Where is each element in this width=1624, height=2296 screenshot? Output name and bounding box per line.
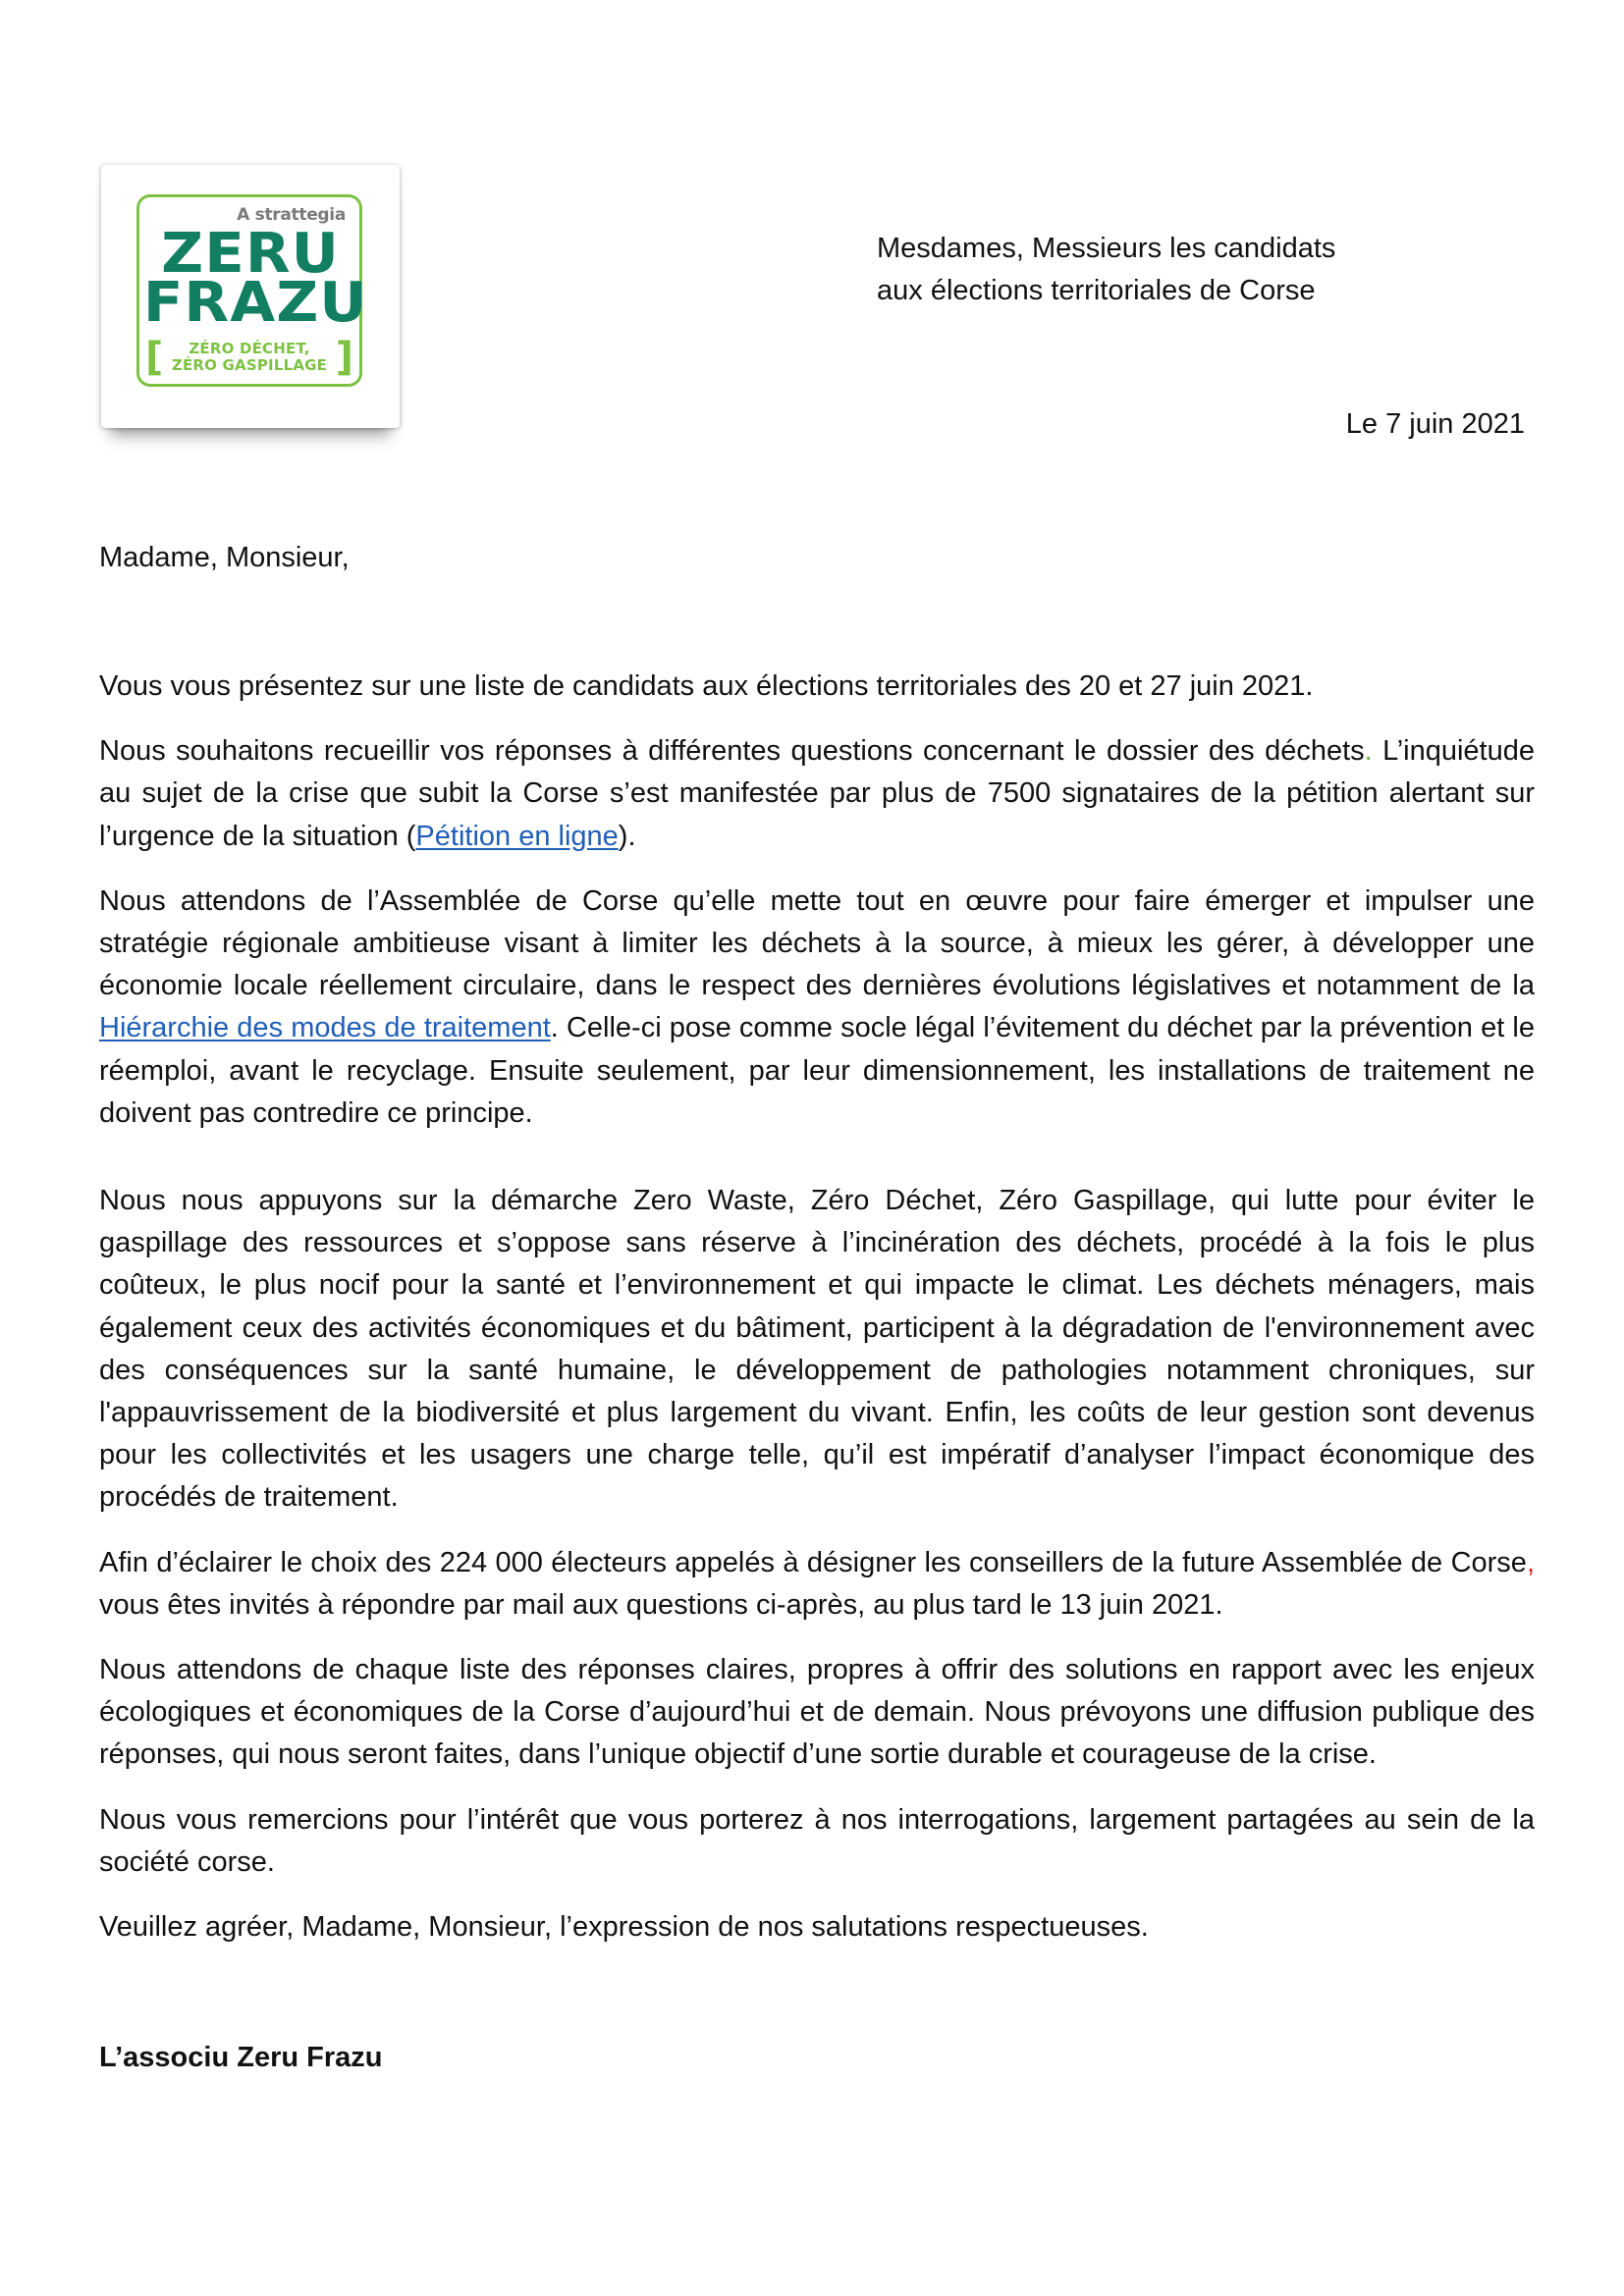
paragraph-3-text-b: . Celle-ci pose comme socle légal l’évitement du déchet par la prévention et le réemploi, avant le recyclage. Ensuite seulement, par leur dimensionnement, les installations de traitement ne doivent pas contredire ce principe. [99, 1012, 1535, 1129]
signature: L’associu Zeru Frazu [99, 2042, 383, 2073]
hierarchy-link[interactable]: Hiérarchie des modes de traitement [99, 1012, 551, 1044]
paragraph-6: Nous attendons de chaque liste des réponses claires, propres à offrir des solutions en rapport avec les enjeux écologiques et économiques de la Corse d’aujourd’hui et de demain. Nous prévoyons une diffusion publique des réponses, qui nous seront faites, dans l’unique objectif d’une sortie durable et courageuse de la crise. [99, 1654, 1535, 1771]
paragraph-2 [99, 730, 1535, 858]
logo-subtitle-text [172, 341, 327, 374]
red-comma: , [1526, 1546, 1535, 1578]
paragraph-5 [99, 1542, 1535, 1627]
logo-bracket-left: [ [145, 335, 164, 380]
salutation: Madame, Monsieur, [99, 542, 350, 573]
logo-word-zeru: ZERU [161, 222, 340, 286]
recipient-block [877, 228, 1335, 312]
paragraph-4: Nous nous appuyons sur la démarche Zero Waste, Zéro Déchet, Zéro Gaspillage, qui lutte pour éviter le gaspillage des ressources et s’oppose sans réserve à l’incinération des déchets, procédé à la fois le plus coûteux, le plus nocif pour la santé et l’environnement et qui impacte le climat. Les déchets ménagers, mais également ceux des activités économiques et du bâtiment, participent à la dégradation de l'environnement avec des conséquences sur la santé humaine, le développement de pathologies notamment chroniques, sur l'appauvrissement de la biodiversité et plus largement du vivant. Enfin, les coûts de leur gestion sont devenus pour les collectivités et les usagers une charge telle, qu’il est impératif d’analyser l’impact économique des procédés de traitement. [99, 1185, 1535, 1514]
logo-subtitle [145, 337, 353, 378]
letter-date: Le 7 juin 2021 [1345, 408, 1525, 440]
logo-frame [136, 194, 368, 387]
paragraph-7: Nous vous remercions pour l’intérêt que vous porterez à nos interrogations, largement partagées au sein de la société corse. [99, 1803, 1535, 1878]
zeru-frazu-logo [101, 165, 400, 428]
recipient-line-2: aux élections territoriales de Corse [877, 275, 1316, 306]
paragraph-3 [99, 881, 1535, 1135]
logo-tagline: A strattegia [237, 205, 346, 225]
paragraph-5-text-b: vous êtes invités à répondre par mail aux questions ci-après, au plus tard le 13 juin 2021. [99, 1588, 1223, 1621]
logo-bracket-right: ] [335, 335, 353, 380]
recipient-line-1: Mesdames, Messieurs les candidats [877, 233, 1336, 264]
logo-word-frazu: FRAZU [142, 271, 368, 335]
petition-link[interactable]: Pétition en ligne [415, 820, 619, 852]
green-period: . [1364, 735, 1373, 768]
paragraph-3-text-a: Nous attendons de l’Assemblée de Corse qu’elle mette tout en œuvre pour faire émerger et impulser une stratégie régionale ambitieuse visant à limiter les déchets à la source, à mieux les gérer, à développer une économie locale réellement circulaire, dans le respect des dernières évolutions législatives et notamment de la [99, 884, 1535, 1002]
paragraph-8-closing: Veuillez agréer, Madame, Monsieur, l’expression de nos salutations respectueuses. [99, 1911, 1149, 1944]
logo-subtitle-line2: ZÉRO GASPILLAGE [171, 356, 328, 374]
paragraph-2-text-a: Nous souhaitons recueillir vos réponses à différentes questions concernant le dossier des déchets [99, 735, 1365, 768]
letter-body [99, 666, 1535, 1971]
paragraph-1: Vous vous présentez sur une liste de candidats aux élections territoriales des 20 et 27 juin 2021. [99, 670, 1314, 702]
paragraph-2-text-c: ). [618, 820, 636, 852]
paragraph-2-text-b: L’inquiétude au sujet de la crise que subit la Corse s’est manifestée par plus de 7500 signataires de la pétition alertant sur l’urgence de la situation ( [99, 735, 1535, 852]
logo-subtitle-line1: ZÉRO DÉCHET, [189, 340, 310, 357]
paragraph-5-text-a: Afin d’éclairer le choix des 224 000 électeurs appelés à désigner les conseillers de la future Assemblée de Corse [99, 1546, 1527, 1578]
